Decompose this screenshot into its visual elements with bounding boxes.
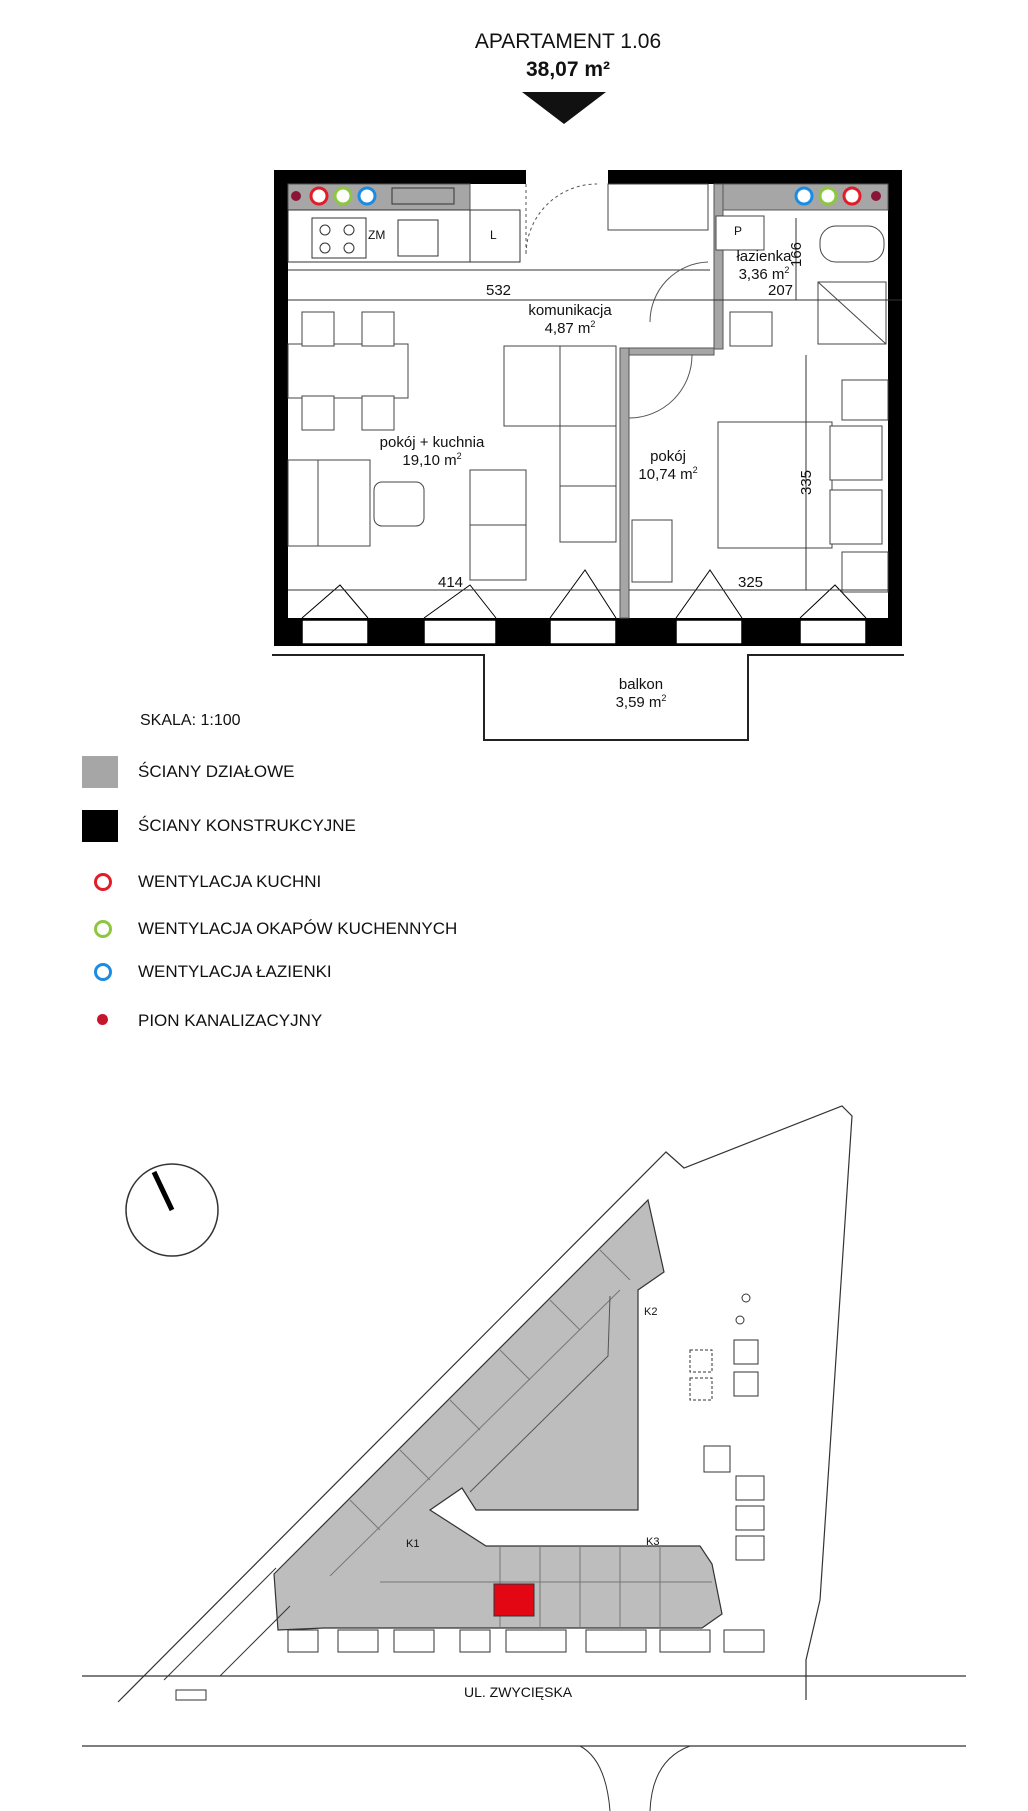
room-name: pokój: [650, 448, 686, 465]
room-name: łazienka: [736, 248, 792, 265]
room-area-value: 4,87 m: [544, 320, 591, 337]
legend-sewage-riser: PION KANALIZACYJNY: [138, 1011, 323, 1030]
dimension-325: 325: [738, 574, 764, 591]
legend-hood-vent: WENTYLACJA OKAPÓW KUCHENNYCH: [138, 919, 458, 938]
balcony-row: [288, 1630, 764, 1652]
apartment-highlight: [494, 1584, 534, 1616]
room-area-value: 19,10 m: [402, 452, 457, 469]
apartment-title: APARTAMENT 1.06: [474, 30, 662, 53]
stair-label-k3: K3: [646, 1536, 660, 1548]
legend-structural-walls: ŚCIANY KONSTRUKCYJNE: [138, 816, 356, 835]
area-unit-sup: 2: [784, 265, 790, 275]
room-name: komunikacja: [528, 302, 612, 319]
dimension-207: 207: [768, 282, 794, 299]
stair-label-k2: K2: [644, 1306, 658, 1318]
area-unit-sup: 2: [456, 451, 462, 461]
room-area-value: 3,36 m: [738, 266, 785, 283]
legend-bathroom-vent: WENTYLACJA ŁAZIENKI: [138, 962, 332, 981]
room-area-value: 10,74 m: [638, 466, 693, 483]
room-name: balkon: [618, 676, 664, 693]
dimension-414: 414: [438, 574, 464, 591]
room-name: pokój + kuchnia: [379, 434, 485, 451]
room-area-value: 3,59 m: [615, 694, 662, 711]
scale-label: SKALA: 1:100: [140, 712, 241, 729]
washer-label: P: [734, 224, 743, 238]
legend-partition-walls: ŚCIANY DZIAŁOWE: [138, 762, 295, 781]
apartment-area: 38,07 m²: [525, 58, 611, 81]
area-unit-sup: 2: [590, 319, 596, 329]
fridge-label: ZM: [368, 228, 386, 242]
parking-spots: [690, 1340, 764, 1560]
area-unit-sup: 2: [692, 465, 698, 475]
wardrobe-label: L: [490, 228, 497, 242]
dimension-335: 335: [798, 469, 816, 496]
dimension-532: 532: [486, 282, 512, 299]
dimension-166: 166: [788, 241, 806, 268]
area-unit-sup: 2: [661, 693, 667, 703]
legend-kitchen-vent: WENTYLACJA KUCHNI: [138, 872, 322, 891]
stair-label-k1: K1: [406, 1538, 420, 1550]
street-label: UL. ZWYCIĘSKA: [464, 1684, 573, 1700]
diagonal-parking: [164, 1568, 290, 1700]
